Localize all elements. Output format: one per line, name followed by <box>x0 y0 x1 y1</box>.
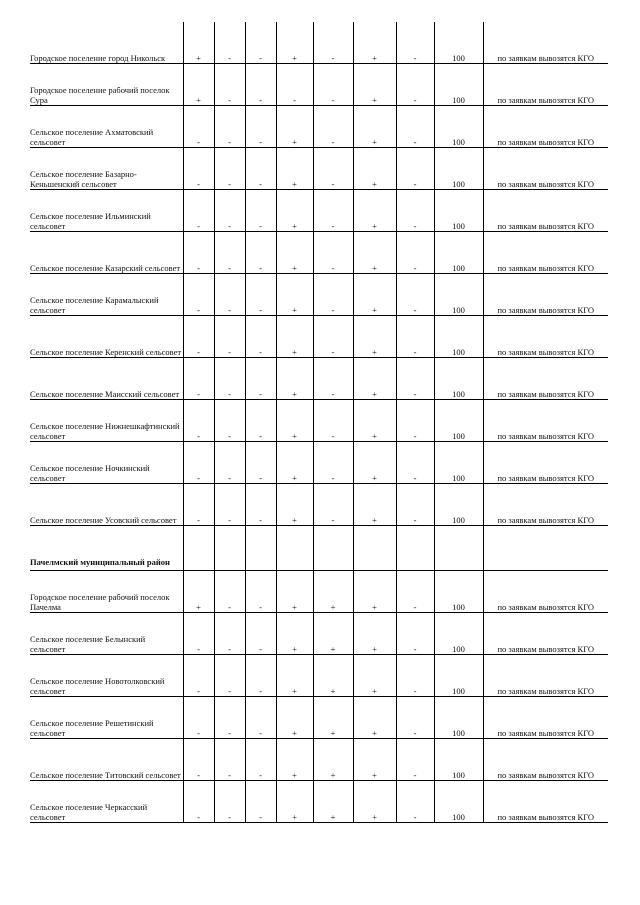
coverage-percent-cell: 100 <box>434 148 483 190</box>
mark-cell-1: - <box>183 739 214 781</box>
coverage-percent-cell: 100 <box>434 781 483 823</box>
mark-cell-7: - <box>396 739 434 781</box>
table-row <box>30 571 608 613</box>
settlement-name-cell <box>30 655 183 697</box>
mark-cell-1: + <box>183 64 214 106</box>
table-row <box>30 22 608 64</box>
settlement-name-cell <box>30 232 183 274</box>
mark-cell-7: - <box>396 571 434 613</box>
mark-cell-2: - <box>214 106 245 148</box>
note-cell: по заявкам вывозятся КГО <box>483 190 608 232</box>
settlement-name-cell <box>30 400 183 442</box>
mark-cell-5: + <box>313 739 353 781</box>
table-row <box>30 316 608 358</box>
mark-cell-2: - <box>214 655 245 697</box>
settlement-name-cell <box>30 571 183 613</box>
coverage-percent-cell <box>434 526 483 571</box>
table-row <box>30 739 608 781</box>
mark-cell-7: - <box>396 655 434 697</box>
coverage-percent-cell: 100 <box>434 400 483 442</box>
mark-cell-3: - <box>245 739 276 781</box>
settlement-name: Сельское поселение Нижнешкафтинский сельсовет <box>30 421 180 441</box>
settlement-name: Сельское поселение Ахматовский сельсовет <box>30 127 154 147</box>
mark-cell-6: + <box>353 358 396 400</box>
district-name-cell <box>30 526 183 571</box>
mark-cell-6: + <box>353 316 396 358</box>
mark-cell-3: - <box>245 106 276 148</box>
mark-cell-7: - <box>396 697 434 739</box>
mark-cell-6: + <box>353 571 396 613</box>
settlement-name: Сельское поселение Черкасский сельсовет <box>30 802 148 822</box>
note-cell: по заявкам вывозятся КГО <box>483 22 608 64</box>
mark-cell-4: + <box>276 148 313 190</box>
settlement-name-cell <box>30 739 183 781</box>
settlement-name: Сельское поселение Решетинский сельсовет <box>30 718 154 738</box>
mark-cell-2: - <box>214 697 245 739</box>
note-cell: по заявкам вывозятся КГО <box>483 781 608 823</box>
table-body <box>30 22 608 823</box>
settlement-name-cell <box>30 22 183 64</box>
table-row <box>30 400 608 442</box>
mark-cell-4 <box>276 526 313 571</box>
mark-cell-2: - <box>214 358 245 400</box>
settlement-name: Сельское поселение Усовский сельсовет <box>30 515 177 525</box>
table-row <box>30 232 608 274</box>
mark-cell-6: + <box>353 64 396 106</box>
mark-cell-7: - <box>396 316 434 358</box>
mark-cell-6: + <box>353 106 396 148</box>
mark-cell-2: - <box>214 571 245 613</box>
mark-cell-3: - <box>245 358 276 400</box>
mark-cell-1: - <box>183 442 214 484</box>
note-cell: по заявкам вывозятся КГО <box>483 64 608 106</box>
note-cell: по заявкам вывозятся КГО <box>483 400 608 442</box>
mark-cell-5: + <box>313 613 353 655</box>
mark-cell-7: - <box>396 442 434 484</box>
mark-cell-4: + <box>276 358 313 400</box>
mark-cell-3: - <box>245 571 276 613</box>
mark-cell-7: - <box>396 232 434 274</box>
mark-cell-7: - <box>396 148 434 190</box>
mark-cell-3: - <box>245 22 276 64</box>
mark-cell-5: + <box>313 655 353 697</box>
settlement-name: Сельское поселение Ильминский сельсовет <box>30 211 151 231</box>
mark-cell-5: + <box>313 697 353 739</box>
mark-cell-5: - <box>313 442 353 484</box>
coverage-percent-cell: 100 <box>434 484 483 526</box>
settlement-name-cell <box>30 148 183 190</box>
mark-cell-3: - <box>245 697 276 739</box>
table-row <box>30 106 608 148</box>
settlement-name: Сельское поселение Новотолковский сельсовет <box>30 676 165 696</box>
note-cell: по заявкам вывозятся КГО <box>483 655 608 697</box>
mark-cell-1: - <box>183 484 214 526</box>
mark-cell-7: - <box>396 484 434 526</box>
settlement-name-cell <box>30 358 183 400</box>
mark-cell-1: - <box>183 190 214 232</box>
mark-cell-2: - <box>214 22 245 64</box>
mark-cell-3: - <box>245 400 276 442</box>
mark-cell-2: - <box>214 64 245 106</box>
mark-cell-1: - <box>183 781 214 823</box>
mark-cell-3: - <box>245 484 276 526</box>
settlement-name-cell <box>30 274 183 316</box>
note-cell: по заявкам вывозятся КГО <box>483 697 608 739</box>
note-cell: по заявкам вывозятся КГО <box>483 274 608 316</box>
coverage-percent-cell: 100 <box>434 697 483 739</box>
settlement-name-cell <box>30 442 183 484</box>
mark-cell-2: - <box>214 274 245 316</box>
mark-cell-3: - <box>245 232 276 274</box>
note-cell: по заявкам вывозятся КГО <box>483 358 608 400</box>
coverage-percent-cell: 100 <box>434 358 483 400</box>
coverage-percent-cell: 100 <box>434 613 483 655</box>
mark-cell-7: - <box>396 274 434 316</box>
mark-cell-1: - <box>183 232 214 274</box>
mark-cell-2: - <box>214 232 245 274</box>
mark-cell-5: - <box>313 190 353 232</box>
mark-cell-4: + <box>276 106 313 148</box>
coverage-percent-cell: 100 <box>434 316 483 358</box>
mark-cell-1: - <box>183 316 214 358</box>
settlement-name: Сельское поселение Базарно-Кеньшенский сельсовет <box>30 169 137 189</box>
mark-cell-2: - <box>214 613 245 655</box>
coverage-percent-cell: 100 <box>434 655 483 697</box>
mark-cell-4: + <box>276 232 313 274</box>
settlements-waste-table <box>30 22 608 823</box>
mark-cell-4: + <box>276 739 313 781</box>
mark-cell-2: - <box>214 442 245 484</box>
settlement-name-cell <box>30 697 183 739</box>
mark-cell-6: + <box>353 781 396 823</box>
mark-cell-5: + <box>313 571 353 613</box>
mark-cell-2 <box>214 526 245 571</box>
mark-cell-6: + <box>353 190 396 232</box>
table-row <box>30 274 608 316</box>
mark-cell-6: + <box>353 697 396 739</box>
settlement-name: Сельское поселение Титовский сельсовет <box>30 770 181 780</box>
mark-cell-3: - <box>245 613 276 655</box>
table-row <box>30 484 608 526</box>
mark-cell-1: - <box>183 106 214 148</box>
table-row <box>30 655 608 697</box>
settlement-name: Сельское поселение Белынский сельсовет <box>30 634 146 654</box>
mark-cell-4: + <box>276 190 313 232</box>
mark-cell-6: + <box>353 232 396 274</box>
mark-cell-1: - <box>183 400 214 442</box>
settlement-name-cell <box>30 106 183 148</box>
mark-cell-5: - <box>313 106 353 148</box>
table-row <box>30 613 608 655</box>
note-cell: по заявкам вывозятся КГО <box>483 613 608 655</box>
mark-cell-7: - <box>396 64 434 106</box>
table-row <box>30 781 608 823</box>
mark-cell-3 <box>245 526 276 571</box>
mark-cell-4: + <box>276 781 313 823</box>
mark-cell-3: - <box>245 655 276 697</box>
note-cell: по заявкам вывозятся КГО <box>483 739 608 781</box>
mark-cell-2: - <box>214 316 245 358</box>
mark-cell-7 <box>396 526 434 571</box>
mark-cell-6 <box>353 526 396 571</box>
mark-cell-6: + <box>353 148 396 190</box>
coverage-percent-cell: 100 <box>434 64 483 106</box>
coverage-percent-cell: 100 <box>434 739 483 781</box>
mark-cell-2: - <box>214 739 245 781</box>
settlement-name-cell <box>30 781 183 823</box>
mark-cell-4: - <box>276 64 313 106</box>
mark-cell-3: - <box>245 316 276 358</box>
settlement-name: Городское поселение рабочий поселок Сура <box>30 85 170 105</box>
table-row <box>30 64 608 106</box>
table-row <box>30 442 608 484</box>
mark-cell-5: + <box>313 781 353 823</box>
mark-cell-2: - <box>214 190 245 232</box>
mark-cell-1: - <box>183 148 214 190</box>
mark-cell-1 <box>183 526 214 571</box>
district-name: Пачелмский муниципальный район <box>30 557 170 567</box>
mark-cell-1: - <box>183 655 214 697</box>
mark-cell-3: - <box>245 64 276 106</box>
mark-cell-3: - <box>245 148 276 190</box>
mark-cell-2: - <box>214 400 245 442</box>
mark-cell-5: - <box>313 274 353 316</box>
note-cell: по заявкам вывозятся КГО <box>483 442 608 484</box>
note-cell: по заявкам вывозятся КГО <box>483 106 608 148</box>
mark-cell-6: + <box>353 739 396 781</box>
settlement-name-cell <box>30 484 183 526</box>
table-row <box>30 148 608 190</box>
mark-cell-4: + <box>276 274 313 316</box>
coverage-percent-cell: 100 <box>434 106 483 148</box>
mark-cell-5: - <box>313 232 353 274</box>
mark-cell-3: - <box>245 781 276 823</box>
coverage-percent-cell: 100 <box>434 22 483 64</box>
mark-cell-7: - <box>396 400 434 442</box>
mark-cell-1: - <box>183 613 214 655</box>
mark-cell-6: + <box>353 400 396 442</box>
note-cell: по заявкам вывозятся КГО <box>483 232 608 274</box>
mark-cell-5: - <box>313 316 353 358</box>
mark-cell-6: + <box>353 274 396 316</box>
mark-cell-6: + <box>353 22 396 64</box>
settlement-name: Сельское поселение Керенский сельсовет <box>30 347 182 357</box>
mark-cell-7: - <box>396 781 434 823</box>
settlement-name: Сельское поселение Казарский сельсовет <box>30 263 181 273</box>
mark-cell-4: + <box>276 442 313 484</box>
mark-cell-7: - <box>396 613 434 655</box>
mark-cell-5: - <box>313 22 353 64</box>
mark-cell-5: - <box>313 64 353 106</box>
mark-cell-1: + <box>183 22 214 64</box>
mark-cell-5: - <box>313 484 353 526</box>
mark-cell-4: + <box>276 22 313 64</box>
settlement-name-cell <box>30 613 183 655</box>
settlement-name: Сельское поселение Карамалыский сельсовет <box>30 295 159 315</box>
mark-cell-4: + <box>276 484 313 526</box>
note-cell <box>483 526 608 571</box>
mark-cell-3: - <box>245 190 276 232</box>
settlement-name: Городское поселение город Никольск <box>30 53 166 63</box>
section-header-row <box>30 526 608 571</box>
mark-cell-2: - <box>214 148 245 190</box>
mark-cell-7: - <box>396 22 434 64</box>
table-row <box>30 358 608 400</box>
mark-cell-5: - <box>313 358 353 400</box>
mark-cell-3: - <box>245 442 276 484</box>
mark-cell-7: - <box>396 106 434 148</box>
mark-cell-5: - <box>313 148 353 190</box>
mark-cell-5: - <box>313 400 353 442</box>
settlement-name: Городское поселение рабочий поселок Пачелма <box>30 592 170 612</box>
mark-cell-1: - <box>183 358 214 400</box>
mark-cell-4: + <box>276 400 313 442</box>
note-cell: по заявкам вывозятся КГО <box>483 571 608 613</box>
mark-cell-6: + <box>353 613 396 655</box>
note-cell: по заявкам вывозятся КГО <box>483 316 608 358</box>
mark-cell-4: + <box>276 613 313 655</box>
table-row <box>30 697 608 739</box>
table-row <box>30 190 608 232</box>
mark-cell-2: - <box>214 484 245 526</box>
mark-cell-7: - <box>396 358 434 400</box>
settlement-name-cell <box>30 316 183 358</box>
settlement-name-cell <box>30 64 183 106</box>
coverage-percent-cell: 100 <box>434 571 483 613</box>
mark-cell-6: + <box>353 484 396 526</box>
mark-cell-4: + <box>276 316 313 358</box>
coverage-percent-cell: 100 <box>434 274 483 316</box>
coverage-percent-cell: 100 <box>434 232 483 274</box>
coverage-percent-cell: 100 <box>434 442 483 484</box>
mark-cell-4: + <box>276 655 313 697</box>
settlement-name: Сельское поселение Ночкинский сельсовет <box>30 463 150 483</box>
settlement-name-cell <box>30 190 183 232</box>
note-cell: по заявкам вывозятся КГО <box>483 148 608 190</box>
mark-cell-7: - <box>396 190 434 232</box>
coverage-percent-cell: 100 <box>434 190 483 232</box>
note-cell: по заявкам вывозятся КГО <box>483 484 608 526</box>
mark-cell-1: - <box>183 697 214 739</box>
mark-cell-5 <box>313 526 353 571</box>
mark-cell-2: - <box>214 781 245 823</box>
mark-cell-4: + <box>276 571 313 613</box>
mark-cell-1: + <box>183 571 214 613</box>
mark-cell-4: + <box>276 697 313 739</box>
settlement-name: Сельское поселение Маисский сельсовет <box>30 389 180 399</box>
mark-cell-1: - <box>183 274 214 316</box>
mark-cell-3: - <box>245 274 276 316</box>
mark-cell-6: + <box>353 442 396 484</box>
mark-cell-6: + <box>353 655 396 697</box>
